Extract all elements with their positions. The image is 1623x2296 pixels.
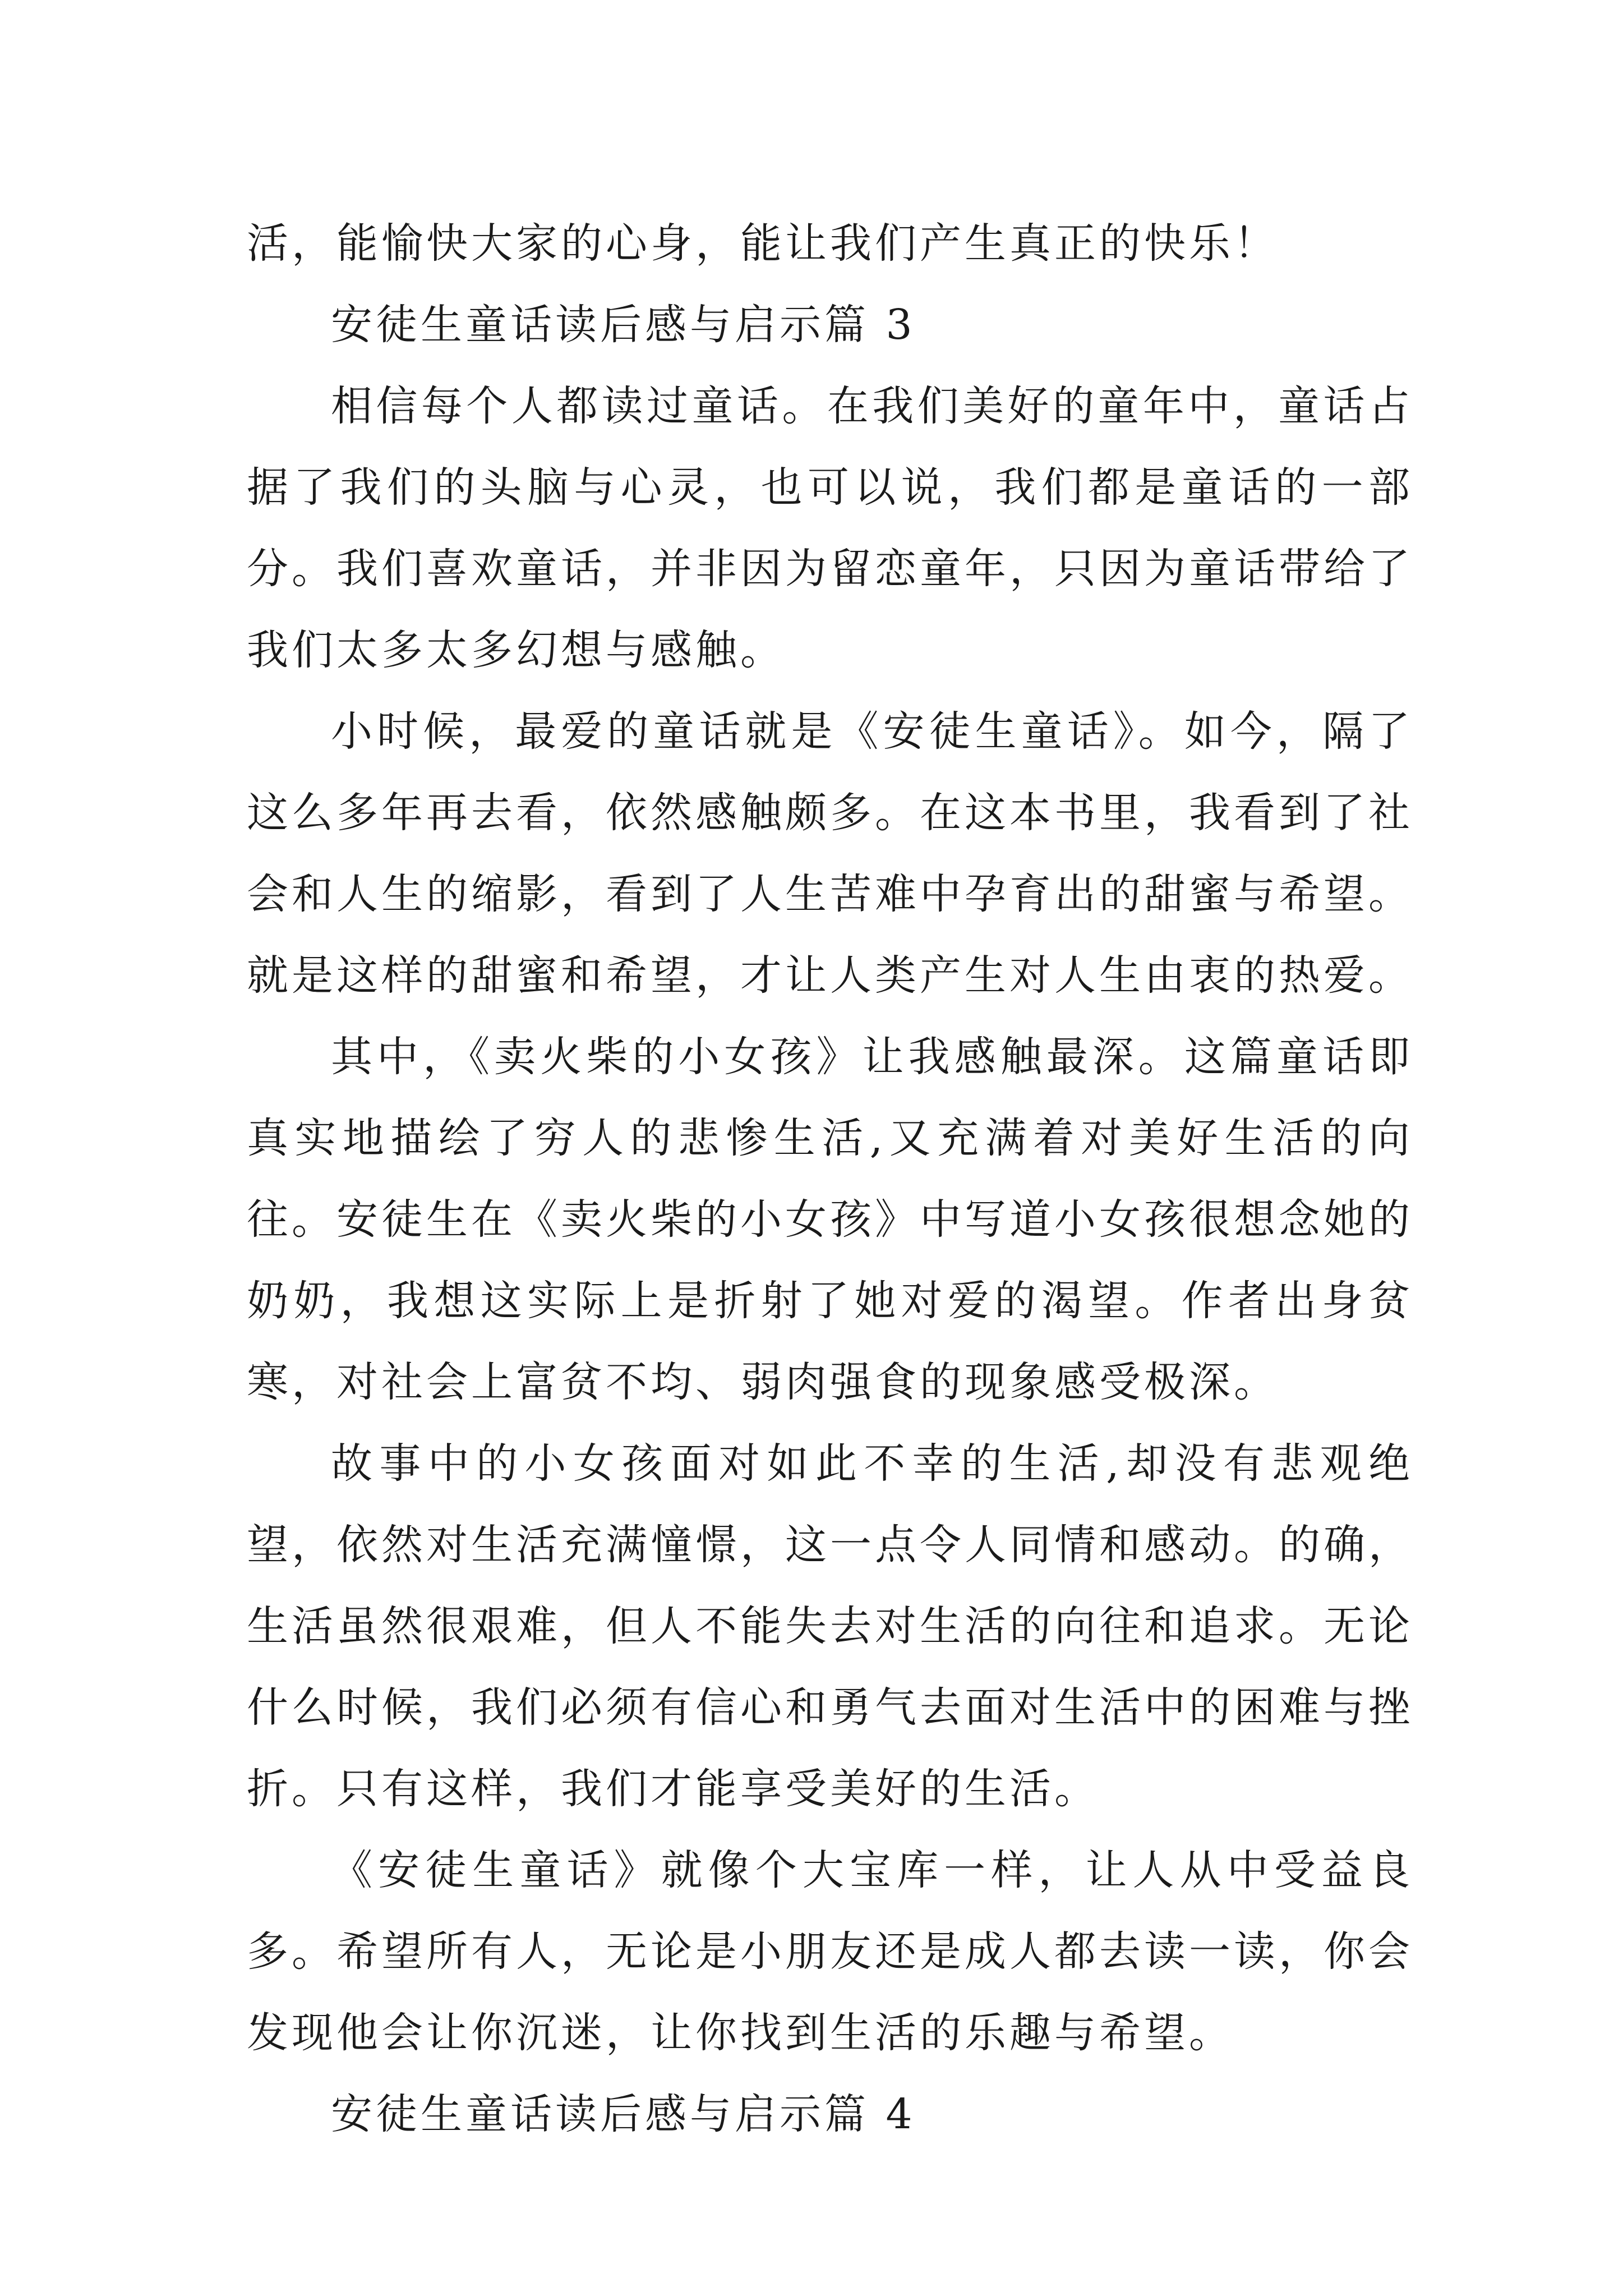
body-paragraph-1: 相信每个人都读过童话。在我们美好的童年中，童话占据了我们的头脑与心灵，也可以说，我们都是童话的一部分。我们喜欢童话，并非因为留恋童年，只因为童话带给了我们太多太多幻想与感触。 xyxy=(247,382,1413,674)
body-paragraph-5: 《安徒生童话》就像个大宝库一样，让人从中受益良多。希望所有人，无论是小朋友还是成人都去读一读，你会发现他会让你沉迷，让你找到生活的乐趣与希望。 xyxy=(247,1846,1413,2057)
section-heading-3: 安徒生童话读后感与启示篇 3 xyxy=(331,301,916,349)
body-paragraph-4: 故事中的小女孩面对如此不幸的生活,却没有悲观绝望，依然对生活充满憧憬，这一点令人同情和感动。的确，生活虽然很艰难，但人不能失去对生活的向往和追求。无论什么时候，我们必须有信心和勇气去面对生活中的困难与挫折。只有这样，我们才能享受美好的生活。 xyxy=(247,1439,1413,1813)
section-heading-4: 安徒生童话读后感与启示篇 4 xyxy=(331,2090,916,2138)
document-body xyxy=(247,203,1413,2155)
continuation-paragraph: 活，能愉快大家的心身，能让我们产生真正的快乐！ xyxy=(247,219,1279,268)
body-paragraph-3: 其中，《卖火柴的小女孩》让我感触最深。这篇童话即真实地描绘了穷人的悲惨生活,又充满着对美好生活的向往。安徒生在《卖火柴的小女孩》中写道小女孩很想念她的奶奶，我想这实际上是折射了她对爱的渴望。作者出身贫寒，对社会上富贫不均、弱肉强食的现象感受极深。 xyxy=(247,1033,1413,1406)
body-paragraph-2: 小时候，最爱的童话就是《安徒生童话》。如今，隔了这么多年再去看，依然感触颇多。在这本书里，我看到了社会和人生的缩影，看到了人生苦难中孕育出的甜蜜与希望。就是这样的甜蜜和希望，才让人类产生对人生由衷的热爱。 xyxy=(247,707,1413,1000)
